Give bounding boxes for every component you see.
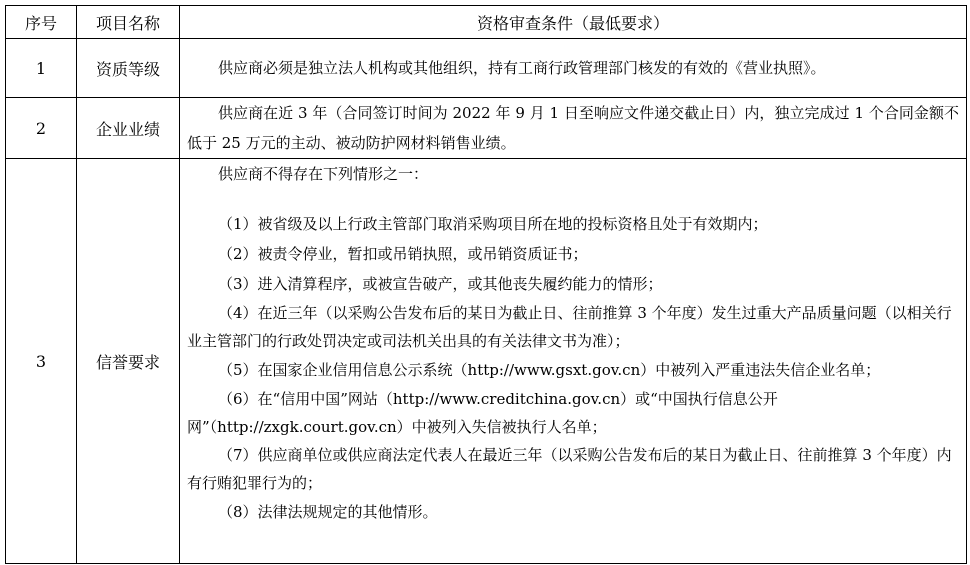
requirement-text: 供应商在近 3 年（合同签订时间为 2022 年 9 月 1 日至响应文件递交截止日）内，独立完成过 1 个合同金额不低于 25 万元的主动、被动防护网材料销售业绩。 <box>187 104 959 152</box>
row-name: 信誉要求 <box>77 159 180 564</box>
table-row <box>6 39 967 98</box>
requirement-item: （2）被责令停业，暂扣或吊销执照，或吊销资质证书； <box>218 245 588 263</box>
requirement-text: 供应商必须是独立法人机构或其他组织，持有工商行政管理部门核发的有效的《营业执照》。 <box>218 59 826 77</box>
row-requirement <box>180 98 967 159</box>
header-row <box>6 6 967 39</box>
row-index: 3 <box>6 159 77 564</box>
requirement-item: （3）进入清算程序，或被宣告破产，或其他丧失履约能力的情形； <box>218 275 663 293</box>
requirement-intro: 供应商不得存在下列情形之一： <box>218 165 429 183</box>
header-index: 序号 <box>6 6 77 39</box>
requirement-item: （4）在近三年（以采购公告发布后的某日为截止日、往前推算 3 个年度）发生过重大产品质量问题（以相关行业主管部门的行政处罚决定或司法机关出具的有关法律文书为准）； <box>187 304 952 350</box>
qualification-table <box>5 5 967 564</box>
row-index: 2 <box>6 98 77 159</box>
requirement-item: （8）法律法规规定的其他情形。 <box>218 503 438 521</box>
table-row <box>6 159 967 564</box>
row-requirement <box>180 159 967 564</box>
header-requirement: 资格审查条件（最低要求） <box>180 6 967 39</box>
row-requirement <box>180 39 967 98</box>
requirement-item: （1）被省级及以上行政主管部门取消采购项目所在地的投标资格且处于有效期内； <box>218 215 768 233</box>
spacer <box>187 189 959 209</box>
row-name: 企业业绩 <box>77 98 180 159</box>
header-name: 项目名称 <box>77 6 180 39</box>
requirement-item: （5）在国家企业信用信息公示系统（http://www.gsxt.gov.cn）中被列入严重违法失信企业名单； <box>218 361 881 379</box>
requirement-item: （6）在“信用中国”网站（http://www.creditchina.gov.cn）或“中国执行信息公开网”（http://zxgk.court.gov.cn）中被列入失信被执行人名单； <box>187 390 778 436</box>
table-row <box>6 98 967 159</box>
row-name: 资质等级 <box>77 39 180 98</box>
row-index: 1 <box>6 39 77 98</box>
requirement-item: （7）供应商单位或供应商法定代表人在最近三年（以采购公告发布后的某日为截止日、往前推算 3 个年度）内有行贿犯罪行为的； <box>187 446 952 492</box>
